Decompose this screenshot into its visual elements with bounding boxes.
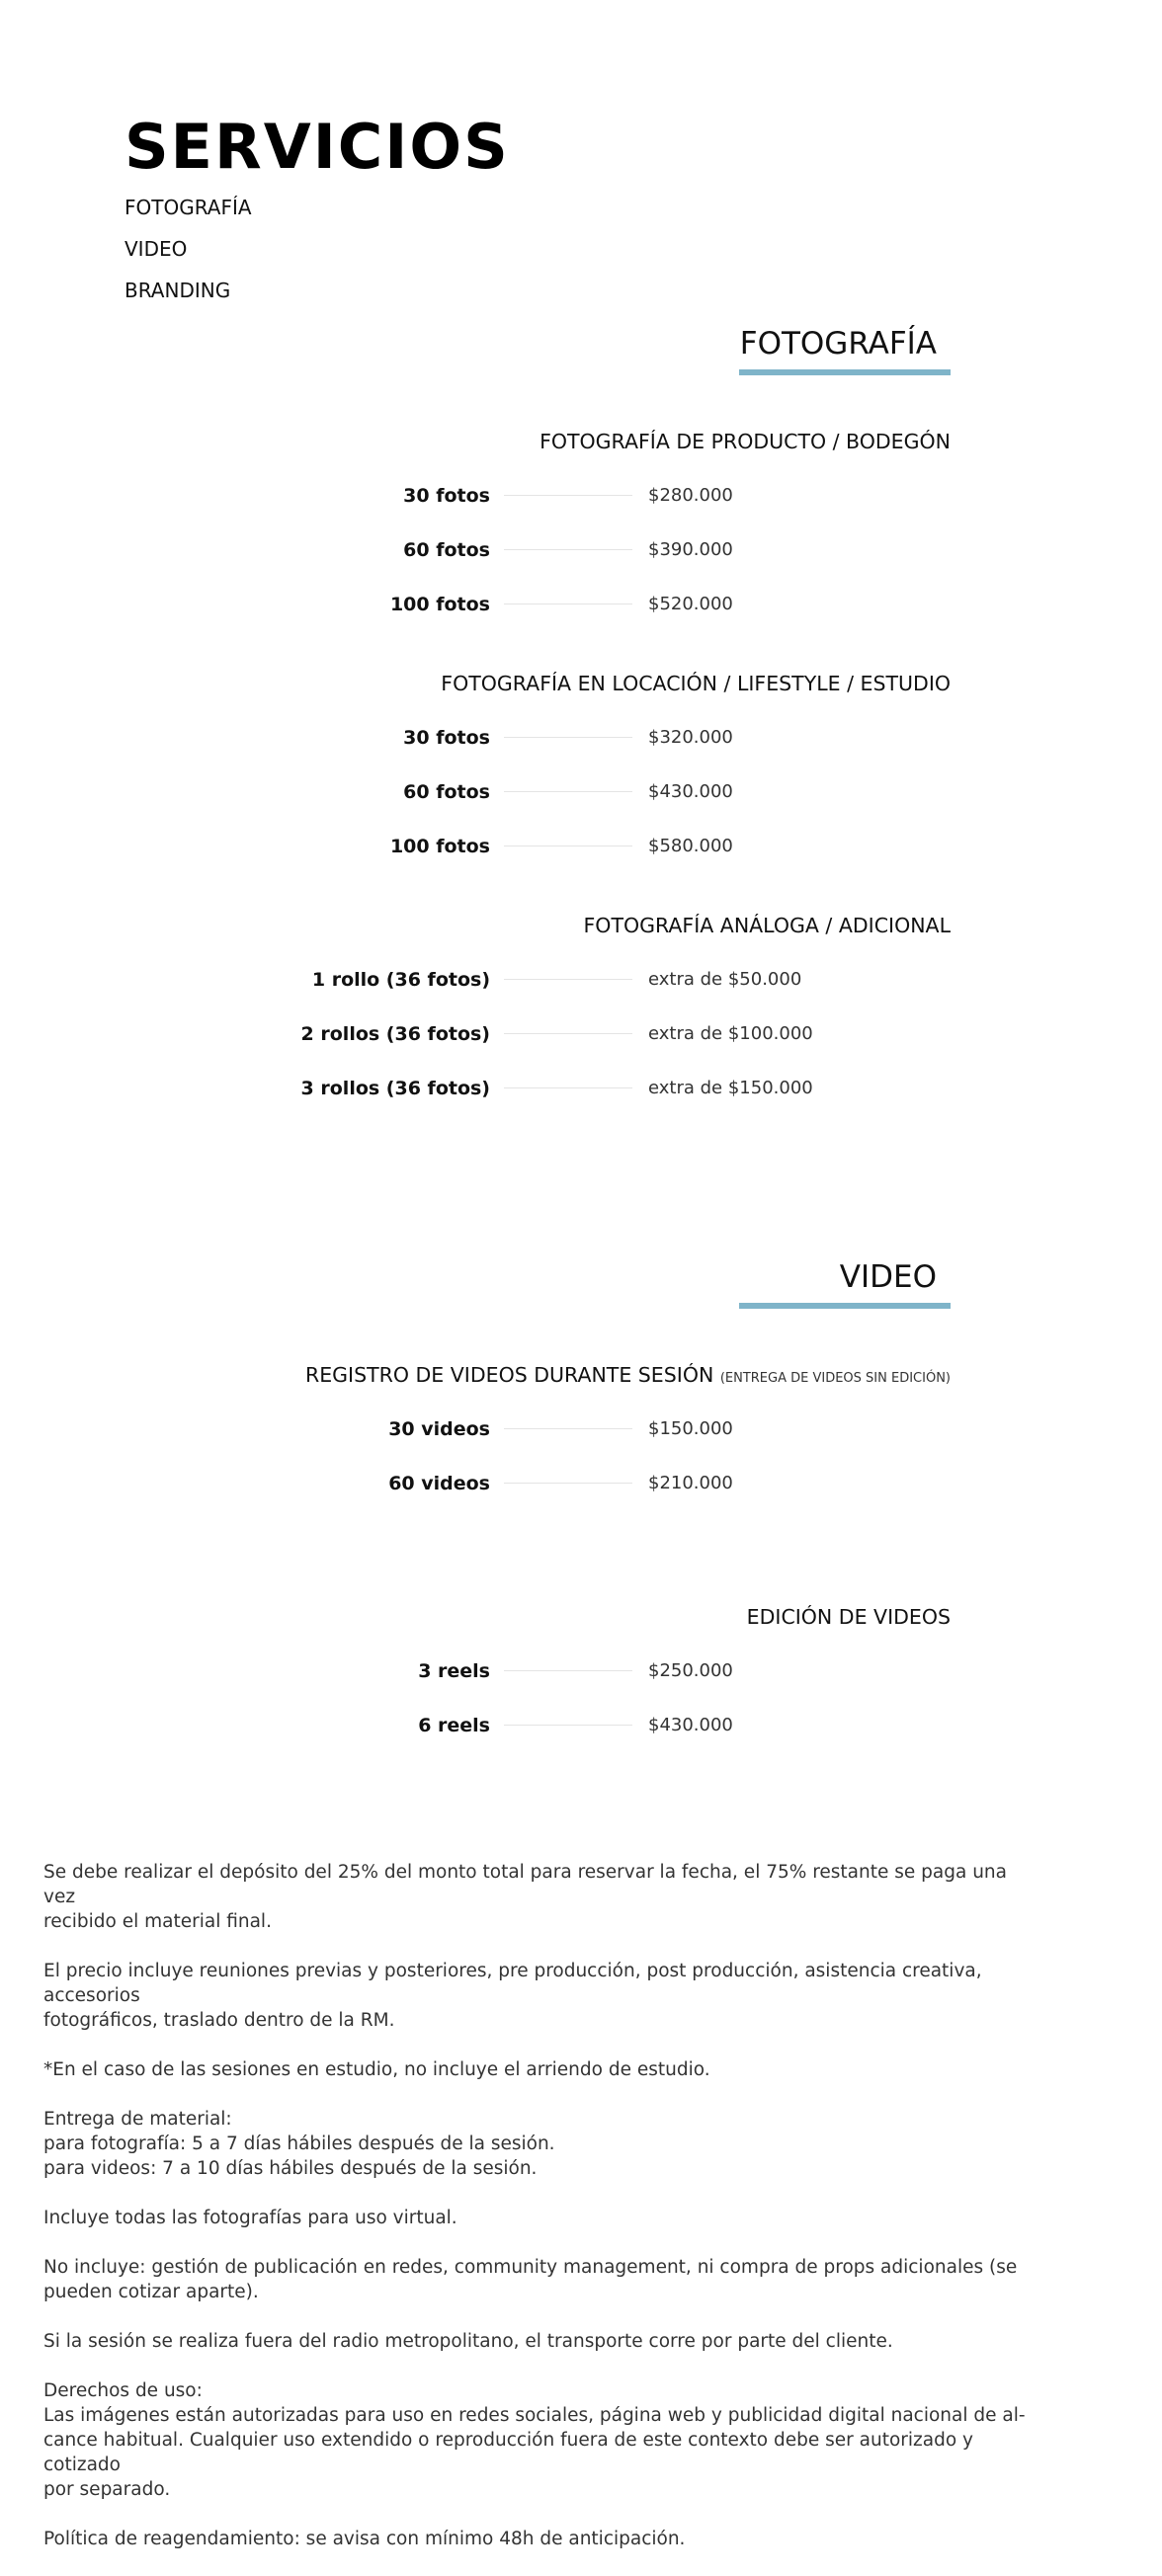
price-row-price: $250.000 [648, 1660, 733, 1681]
group-title-producto: FOTOGRAFÍA DE PRODUCTO / BODEGÓN [540, 430, 951, 453]
section-heading-underline [739, 369, 951, 375]
price-row-price: $520.000 [648, 594, 733, 614]
group-title-analoga: FOTOGRAFÍA ANÁLOGA / ADICIONAL [583, 914, 951, 937]
note-usage-rights: Derechos de uso: Las imágenes están autorizadas para uso en redes sociales, página web y publicidad digital nacional de al- cance habitual. Cualquier uso extendido o reproducción fuera de este contexto debe ser autorizado y cotizado por separado. [43, 2380, 1026, 2500]
price-row-item: 2 rollos (36 fotos) [300, 1023, 490, 1045]
price-row-divider [504, 845, 632, 846]
price-row-item: 60 videos [388, 1473, 490, 1494]
nav-item-fotografia[interactable]: FOTOGRAFÍA [124, 196, 252, 219]
price-row-item: 6 reels [418, 1715, 490, 1736]
price-row [296, 1021, 889, 1047]
price-row-item: 100 fotos [389, 594, 490, 615]
price-row-price: $430.000 [648, 1715, 733, 1735]
note-studio-rent: *En el caso de las sesiones en estudio, no incluye el arriendo de estudio. [43, 2059, 710, 2080]
services-nav [124, 196, 252, 320]
page-title: SERVICIOS [124, 111, 510, 183]
price-row-price: extra de $100.000 [648, 1023, 813, 1044]
note-deposit: Se debe realizar el depósito del 25% del monto total para reservar la fecha, el 75% restante se paga una vez recibido el material final. [43, 1862, 1007, 1932]
price-row-price: $390.000 [648, 539, 733, 560]
price-row-price: $580.000 [648, 836, 733, 856]
price-row-price: $150.000 [648, 1418, 733, 1439]
nav-item-video[interactable]: VIDEO [124, 237, 188, 261]
group-title-registro-videos [305, 1362, 951, 1392]
price-row-price: $320.000 [648, 727, 733, 748]
group-title-text: REGISTRO DE VIDEOS DURANTE SESIÓN [304, 1363, 714, 1387]
note-virtual-use: Incluye todas las fotografías para uso virtual. [43, 2208, 457, 2228]
price-row-item: 3 rollos (36 fotos) [300, 1078, 490, 1099]
price-row-item: 100 fotos [389, 836, 490, 857]
price-row [296, 592, 889, 617]
price-row [296, 1416, 889, 1442]
price-row-item: 1 rollo (36 fotos) [311, 969, 490, 991]
section-heading-label: VIDEO [839, 1259, 937, 1295]
price-row-item: 60 fotos [403, 781, 490, 803]
price-row [296, 967, 889, 993]
price-row-price: $280.000 [648, 485, 733, 506]
price-row-divider [504, 737, 632, 738]
price-row [296, 483, 889, 509]
price-row [296, 834, 889, 859]
section-heading-label: FOTOGRAFÍA [739, 326, 937, 362]
price-row-divider [504, 549, 632, 550]
price-row-price: $210.000 [648, 1473, 733, 1493]
price-row-price: extra de $150.000 [648, 1078, 813, 1098]
price-row-divider [504, 979, 632, 980]
note-transport: Si la sesión se realiza fuera del radio metropolitano, el transporte corre por parte del cliente. [43, 2331, 893, 2352]
price-row [296, 725, 889, 751]
section-heading-underline [739, 1303, 951, 1309]
price-row-price: extra de $50.000 [648, 969, 802, 990]
note-reschedule: Política de reagendamiento: se avisa con mínimo 48h de anticipación. [43, 2529, 686, 2549]
price-row-divider [504, 1483, 632, 1484]
price-row-divider [504, 495, 632, 496]
section-heading-fotografia [739, 324, 951, 375]
nav-item-branding[interactable]: BRANDING [124, 279, 231, 302]
section-heading-video [739, 1257, 951, 1309]
price-row-price: $430.000 [648, 781, 733, 802]
price-row [296, 1713, 889, 1738]
price-row [296, 1076, 889, 1101]
note-delivery: Entrega de material: para fotografía: 5 a 7 días hábiles después de la sesión. para videos: 7 a 10 días hábiles después de la sesión. [43, 2109, 555, 2179]
price-row-item: 3 reels [418, 1660, 490, 1682]
note-price-includes: El precio incluye reuniones previas y posteriores, pre producción, post producción, asistencia creativa, accesorios fotográficos, traslado dentro de la RM. [43, 1961, 982, 2031]
price-row-item: 60 fotos [403, 539, 490, 561]
price-row-divider [504, 1725, 632, 1726]
price-row [296, 537, 889, 563]
price-row-item: 30 videos [388, 1418, 490, 1440]
group-title-note: (ENTREGA DE VIDEOS SIN EDICIÓN) [719, 1371, 951, 1386]
group-title-edicion-videos: EDICIÓN DE VIDEOS [746, 1605, 951, 1629]
price-row-item: 30 fotos [403, 485, 490, 507]
price-row-divider [504, 1087, 632, 1088]
price-row-divider [504, 791, 632, 792]
price-row-divider [504, 1428, 632, 1429]
price-row-divider [504, 1670, 632, 1671]
price-row-divider [504, 1033, 632, 1034]
price-row [296, 1658, 889, 1684]
note-not-included: No incluye: gestión de publicación en redes, community management, ni compra de props adicionales (se pueden cotizar aparte). [43, 2257, 1018, 2302]
group-title-locacion: FOTOGRAFÍA EN LOCACIÓN / LIFESTYLE / ESTUDIO [441, 672, 951, 695]
conditions-notes [43, 1860, 1032, 2576]
price-row [296, 779, 889, 805]
price-row-item: 30 fotos [403, 727, 490, 749]
price-row [296, 1471, 889, 1496]
